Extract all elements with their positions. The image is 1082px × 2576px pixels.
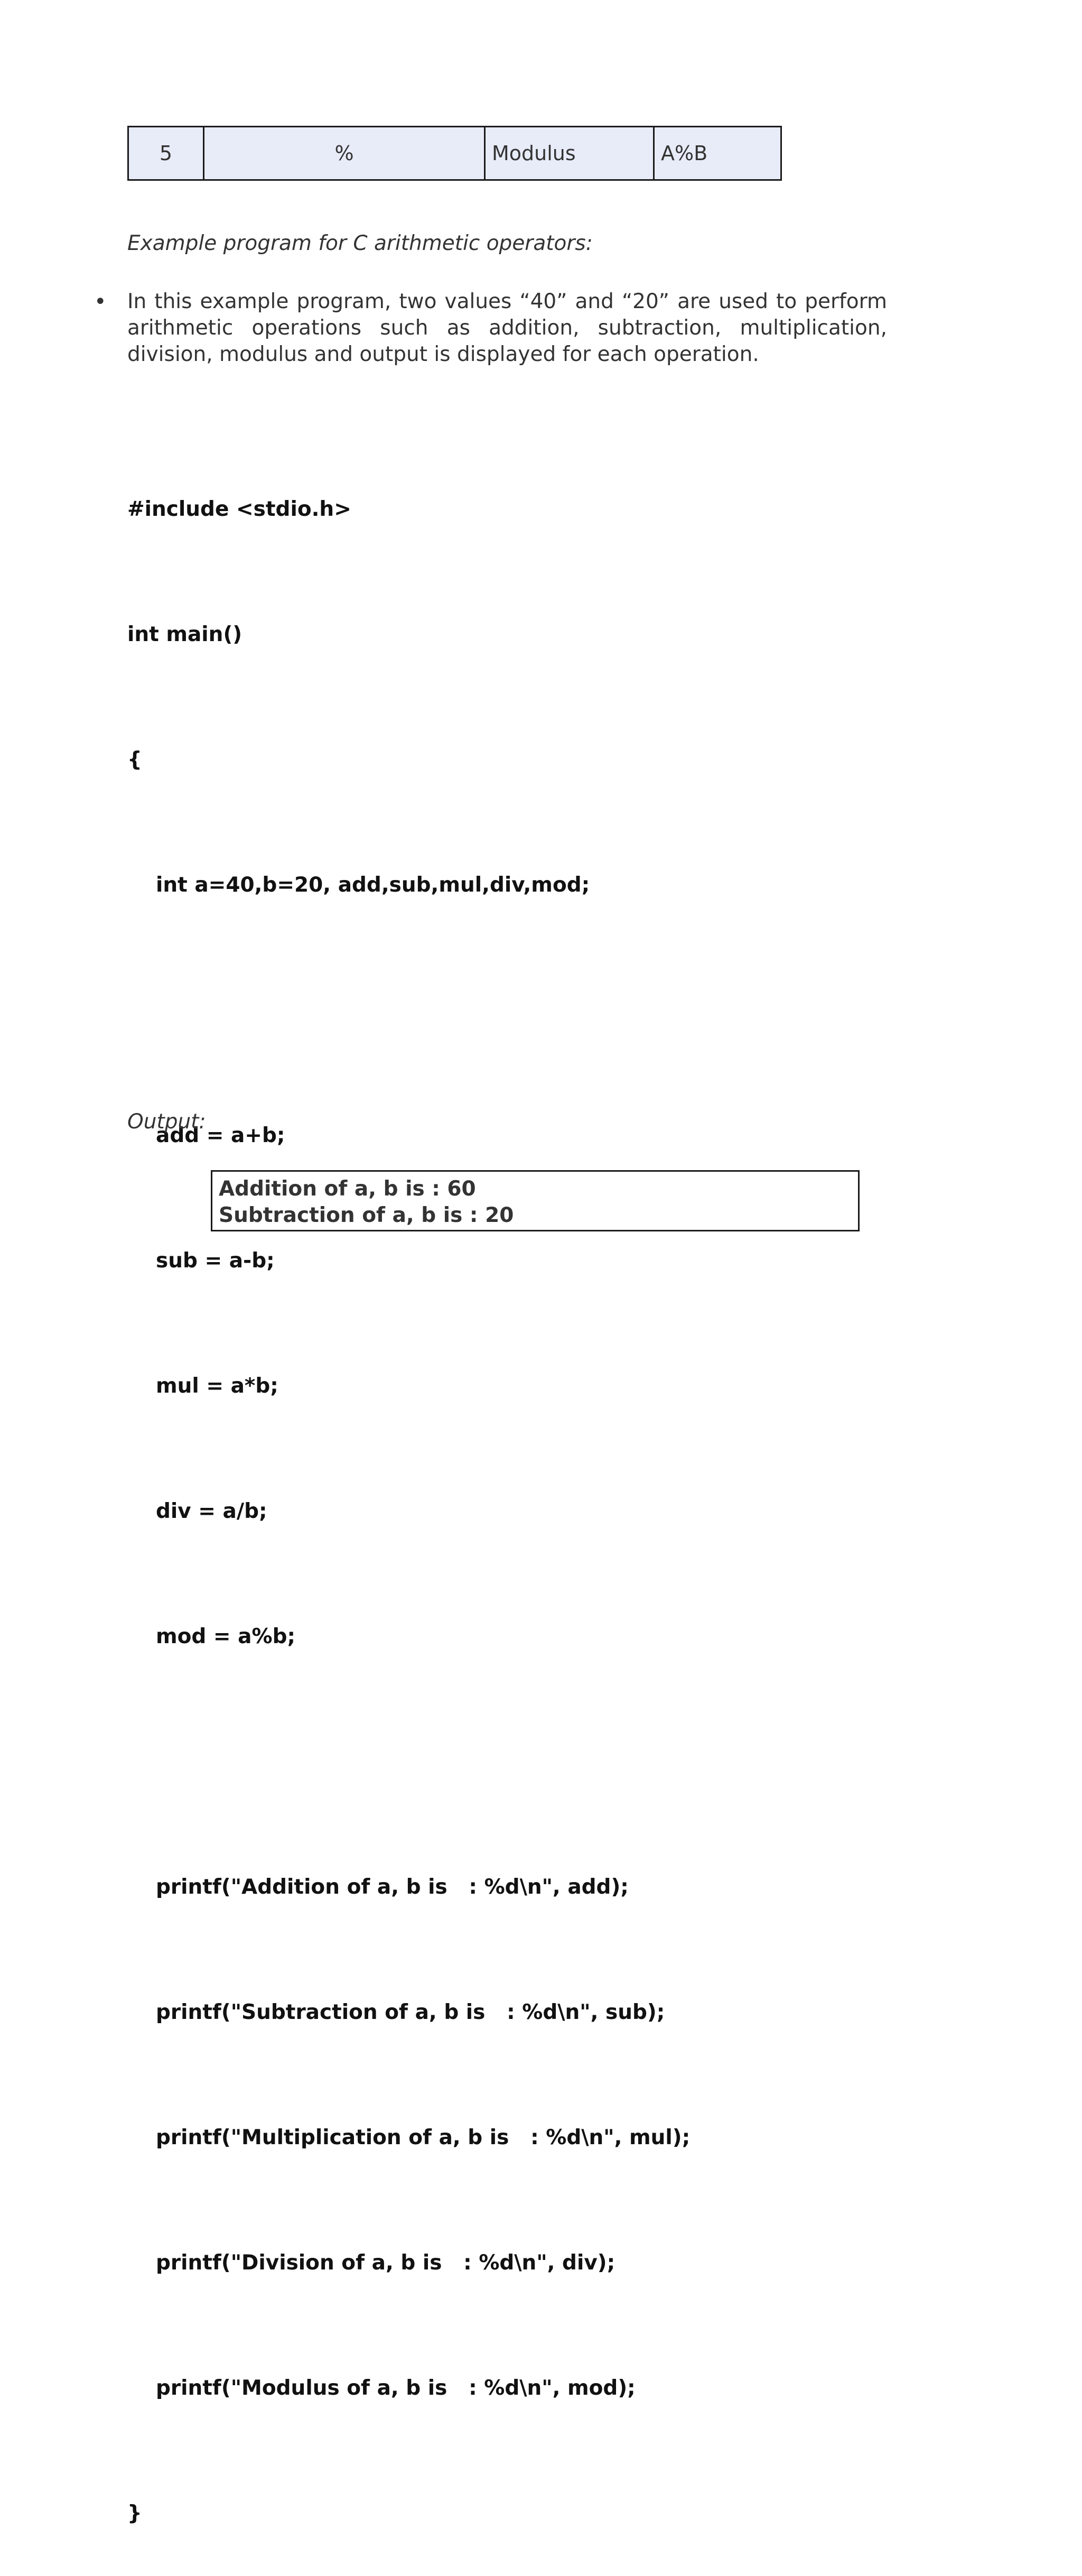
- table-cell-description: Modulus: [485, 127, 654, 180]
- description-paragraph: In this example program, two values “40” and “20” are used to perform arithmetic operations such as addition, subtraction, multiplication, division, modulus and output is displayed for each operation.: [127, 290, 887, 366]
- operators-table: [127, 126, 782, 181]
- table-cell-operator: %: [204, 127, 485, 180]
- code-line: #include <stdio.h>: [127, 497, 351, 521]
- code-blank-line: [127, 1741, 690, 1783]
- code-line: int main(): [127, 623, 242, 646]
- code-line: mod = a%b;: [156, 1625, 296, 1648]
- code-block: [127, 405, 690, 2576]
- code-line: int a=40,b=20, add,sub,mul,div,mod;: [156, 873, 590, 897]
- output-line: Addition of a, b is : 60: [219, 1177, 476, 1201]
- code-line: sub = a-b;: [156, 1249, 275, 1273]
- code-line: }: [127, 2501, 142, 2525]
- code-line: div = a/b;: [156, 1499, 267, 1523]
- code-line: mul = a*b;: [156, 1374, 278, 1398]
- output-label: Output:: [127, 1110, 206, 1134]
- bullet-icon: •: [94, 290, 107, 314]
- code-line: printf("Addition of a, b is : %d\n", add);: [156, 1875, 629, 1899]
- table-row: [128, 127, 781, 180]
- code-line: {: [127, 748, 142, 772]
- output-box: [211, 1170, 860, 1231]
- output-line: Subtraction of a, b is : 20: [219, 1203, 514, 1227]
- code-blank-line: [127, 989, 690, 1031]
- code-line: printf("Subtraction of a, b is : %d\n", sub);: [156, 2000, 665, 2024]
- table-cell-sno: 5: [128, 127, 204, 180]
- table-cell-example: A%B: [654, 127, 781, 180]
- section-heading: Example program for C arithmetic operators:: [127, 231, 593, 255]
- code-line: printf("Division of a, b is : %d\n", div);: [156, 2251, 615, 2275]
- code-line: printf("Modulus of a, b is : %d\n", mod);: [156, 2376, 636, 2400]
- code-line: printf("Multiplication of a, b is : %d\n", mul);: [156, 2126, 691, 2149]
- code-line: add = a+b;: [156, 1124, 285, 1147]
